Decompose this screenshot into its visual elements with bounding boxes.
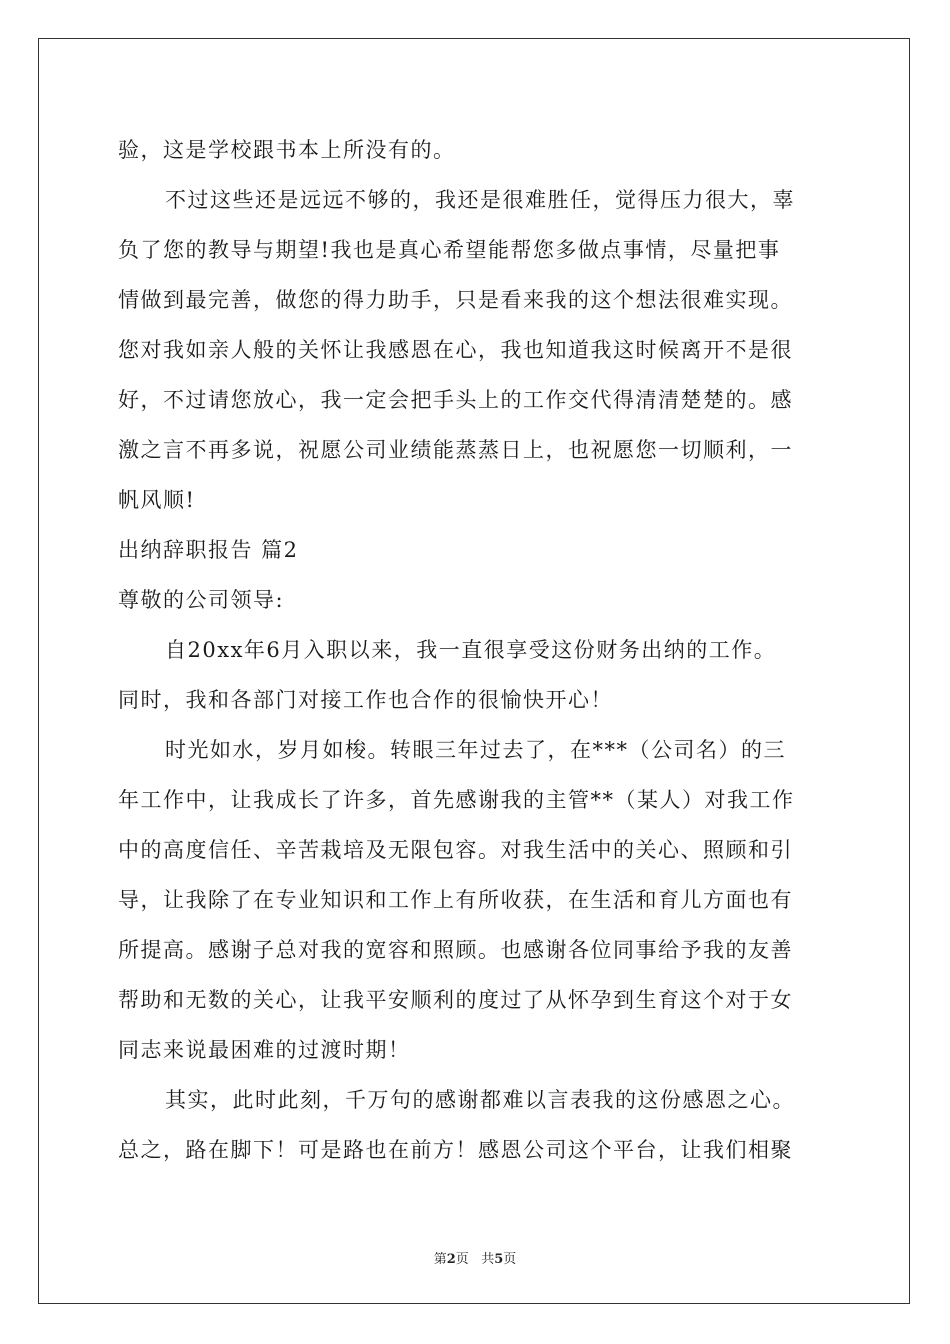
page-number: 2 [446,1252,456,1267]
text-line: 导，让我除了在专业知识和工作上有所收获，在生活和育儿方面也有 [118,888,793,912]
text-line: 同时，我和各部门对接工作也合作的很愉快开心！ [118,688,613,712]
text-line: 情做到最完善，做您的得力助手，只是看来我的这个想法很难实现。 [118,288,793,312]
text-line: 帆风顺! [118,488,196,512]
total-pages: 5 [494,1252,504,1267]
text-line: 验，这是学校跟书本上所没有的。 [118,138,456,162]
text-line: 中的高度信任、辛苦栽培及无限包容。对我生活中的关心、照顾和引 [118,838,793,862]
text-line: 同志来说最困难的过渡时期！ [118,1038,411,1062]
page-prefix: 第 [433,1252,447,1267]
text-line: 您对我如亲人般的关怀让我感恩在心，我也知道我这时候离开不是很 [118,338,793,362]
text-line: 帮助和无数的关心，让我平安顺利的度过了从怀孕到生育这个对于女 [118,988,793,1012]
paragraph-start-line: 自20xx年6月入职以来，我一直很享受这份财务出纳的工作。 [165,638,777,662]
text-line: 负了您的教导与期望!我也是真心希望能帮您多做点事情，尽量把事 [118,238,781,262]
text-line: 激之言不再多说，祝愿公司业绩能蒸蒸日上，也祝愿您一切顺利，一 [118,438,793,462]
text-line: 总之，路在脚下！可是路也在前方！感恩公司这个平台，让我们相聚 [118,1138,793,1162]
paragraph-start-line: 其实，此时此刻，千万句的感谢都难以言表我的这份感恩之心。 [165,1088,795,1112]
text-line: 年工作中，让我成长了许多，首先感谢我的主管**（某人）对我工作 [118,788,795,812]
total-suffix: 页 [503,1252,517,1267]
page-suffix: 页 [455,1252,469,1267]
section-heading: 出纳辞职报告 篇2 [118,538,299,562]
page-footer [0,1248,950,1267]
text-line: 所提高。感谢子总对我的宽容和照顾。也感谢各位同事给予我的友善 [118,938,793,962]
paragraph-start-line: 不过这些还是远远不够的，我还是很难胜任，觉得压力很大，辜 [165,188,795,212]
total-prefix: 共 [481,1252,495,1267]
document-body [118,125,834,1175]
text-line: 好，不过请您放心，我一定会把手头上的工作交代得清清楚楚的。感 [118,388,793,412]
salutation: 尊敬的公司领导: [118,588,285,612]
paragraph-start-line: 时光如水，岁月如梭。转眼三年过去了，在***（公司名）的三 [165,738,786,762]
